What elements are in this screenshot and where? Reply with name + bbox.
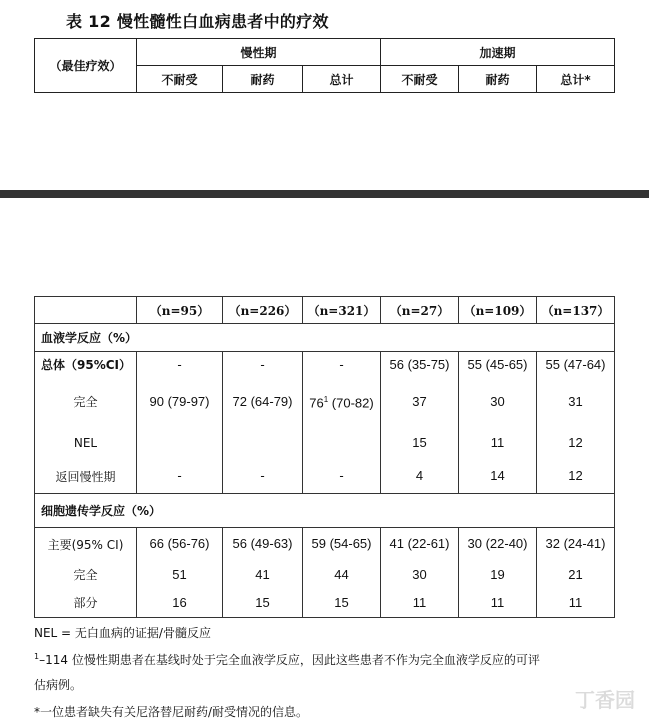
cell: 15 xyxy=(223,589,303,618)
chronic-phase-header: 慢性期 xyxy=(137,39,381,66)
cell: 21 xyxy=(537,561,615,589)
cell: 59 (54-65) xyxy=(303,528,381,561)
row-label: 完全 xyxy=(35,378,137,426)
cell: 11 xyxy=(381,589,459,618)
cell: 90 (79-97) xyxy=(137,378,223,426)
n-cell: （n=321） xyxy=(303,297,381,324)
cell xyxy=(223,426,303,460)
cell: 15 xyxy=(381,426,459,460)
n-cell: （n=109） xyxy=(459,297,537,324)
cell: 55 (45-65) xyxy=(459,352,537,378)
results-table xyxy=(34,296,615,618)
cell: 37 xyxy=(381,378,459,426)
col-header: 总计 xyxy=(303,66,381,93)
table-title: 表 12 慢性髓性白血病患者中的疗效 xyxy=(66,12,329,31)
table-row xyxy=(35,378,615,426)
footnote-1 xyxy=(34,651,540,668)
cell: 15 xyxy=(303,589,381,618)
cell: 11 xyxy=(537,589,615,618)
row-label: 部分 xyxy=(35,589,137,618)
footnote-asterisk: *一位患者缺失有关尼洛替尼耐药/耐受情况的信息。 xyxy=(34,705,309,719)
cell xyxy=(303,426,381,460)
col-header: 不耐受 xyxy=(137,66,223,93)
cell: - xyxy=(137,352,223,378)
table-row xyxy=(35,352,615,378)
row-label: NEL xyxy=(35,426,137,460)
cell: 12 xyxy=(537,460,615,494)
footnote-marker: 1 xyxy=(323,394,329,404)
n-cell: （n=27） xyxy=(381,297,459,324)
table-row xyxy=(35,528,615,561)
cell: 44 xyxy=(303,561,381,589)
footnote-marker: 1 xyxy=(34,652,40,661)
row-label: 完全 xyxy=(35,561,137,589)
table-row xyxy=(35,426,615,460)
section-row xyxy=(35,324,615,352)
page-divider xyxy=(0,190,649,198)
footnote-1-text: –114 位慢性期患者在基线时处于完全血液学反应，因此这些患者不作为完全血液学反应的可评 xyxy=(39,653,540,667)
col-header: 耐药 xyxy=(223,66,303,93)
cell: 41 xyxy=(223,561,303,589)
cell xyxy=(303,378,381,426)
hematologic-section-label: 血液学反应（%） xyxy=(35,324,615,352)
best-response-header: （最佳疗效） xyxy=(35,39,137,93)
n-cell: （n=95） xyxy=(137,297,223,324)
cell: 56 (35-75) xyxy=(381,352,459,378)
cell: 55 (47-64) xyxy=(537,352,615,378)
cell: - xyxy=(223,460,303,494)
cell: - xyxy=(303,460,381,494)
cell-range: (70-82) xyxy=(328,395,374,411)
cell: 16 xyxy=(137,589,223,618)
nel-footnote: NEL = 无白血病的证据/骨髓反应 xyxy=(34,626,211,640)
cell: 72 (64-79) xyxy=(223,378,303,426)
table-row xyxy=(35,561,615,589)
table-header xyxy=(34,38,615,93)
cell: - xyxy=(223,352,303,378)
row-label: 总体（95%CI） xyxy=(35,352,137,378)
col-header: 总计* xyxy=(537,66,615,93)
cell xyxy=(137,426,223,460)
cell: 14 xyxy=(459,460,537,494)
cell: 30 (22-40) xyxy=(459,528,537,561)
watermark-logo: 丁香园 xyxy=(575,688,635,712)
cell: 56 (49-63) xyxy=(223,528,303,561)
cell: 11 xyxy=(459,426,537,460)
cell: 31 xyxy=(537,378,615,426)
section-row xyxy=(35,494,615,528)
cell: 4 xyxy=(381,460,459,494)
cell: 11 xyxy=(459,589,537,618)
accelerated-phase-header: 加速期 xyxy=(381,39,615,66)
cell: 12 xyxy=(537,426,615,460)
col-header: 不耐受 xyxy=(381,66,459,93)
table-row xyxy=(35,589,615,618)
row-label: 返回慢性期 xyxy=(35,460,137,494)
cell: 30 xyxy=(459,378,537,426)
n-cell: （n=137） xyxy=(537,297,615,324)
col-header: 耐药 xyxy=(459,66,537,93)
cell: 19 xyxy=(459,561,537,589)
n-cell: （n=226） xyxy=(223,297,303,324)
cytogenetic-section-label: 细胞遗传学反应（%） xyxy=(35,494,615,528)
cell: - xyxy=(303,352,381,378)
footnote-1-continued: 估病例。 xyxy=(34,678,83,692)
row-label: 主要(95% CI) xyxy=(35,528,137,561)
table-row xyxy=(35,460,615,494)
empty-cell xyxy=(35,297,137,324)
cell-value: 76 xyxy=(309,395,324,411)
cell: 66 (56-76) xyxy=(137,528,223,561)
cell: 30 xyxy=(381,561,459,589)
n-row xyxy=(35,297,615,324)
cell: 32 (24-41) xyxy=(537,528,615,561)
cell: - xyxy=(137,460,223,494)
cell: 41 (22-61) xyxy=(381,528,459,561)
cell: 51 xyxy=(137,561,223,589)
